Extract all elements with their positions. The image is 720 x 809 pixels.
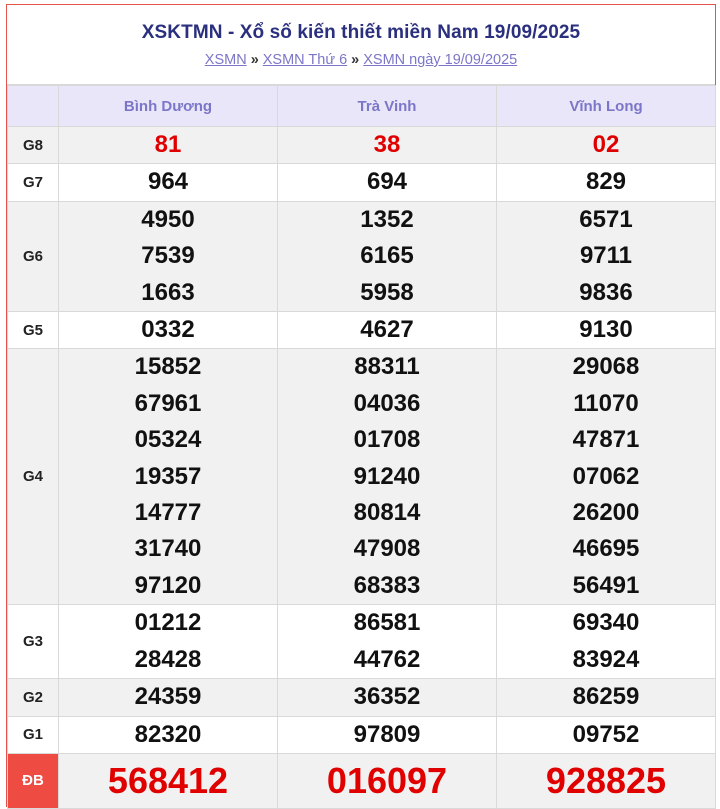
prize-number: 07062 xyxy=(572,462,640,490)
column-header-tra-vinh: Trà Vinh xyxy=(278,86,497,127)
prize-number: 83924 xyxy=(572,645,640,673)
prize-cell xyxy=(59,605,278,679)
prize-number: 91240 xyxy=(353,462,421,490)
prize-number: 01708 xyxy=(353,426,421,454)
prize-number: 02 xyxy=(592,131,620,158)
prize-number: 31740 xyxy=(134,535,202,563)
prize-number: 24359 xyxy=(134,683,202,711)
prize-number: 28428 xyxy=(134,645,202,673)
prize-cell xyxy=(59,349,278,605)
results-panel xyxy=(6,4,716,807)
prize-number: 01212 xyxy=(134,609,202,637)
results-header xyxy=(7,5,715,85)
prize-number: 05324 xyxy=(134,426,202,454)
prize-cell xyxy=(497,201,716,311)
page-title: XSKTMN - Xổ số kiến thiết miền Nam 19/09/2025 xyxy=(141,22,581,43)
prize-label: G4 xyxy=(8,349,59,605)
prize-number: 016097 xyxy=(326,759,448,801)
prize-number: 97809 xyxy=(353,720,421,748)
prize-cell xyxy=(497,349,716,605)
prize-number: 1663 xyxy=(141,278,195,306)
prize-label: G6 xyxy=(8,201,59,311)
prize-cell xyxy=(497,164,716,201)
prize-number: 928825 xyxy=(545,759,667,801)
prize-cell xyxy=(278,349,497,605)
prize-number: 9130 xyxy=(579,316,633,344)
column-header-vinh-long: Vĩnh Long xyxy=(497,86,716,127)
prize-number: 7539 xyxy=(141,242,195,270)
prize-cell xyxy=(278,201,497,311)
prize-number: 46695 xyxy=(572,535,640,563)
prize-number: 86259 xyxy=(572,683,640,711)
prize-cell xyxy=(278,127,497,164)
prize-number: 15852 xyxy=(134,353,202,381)
prize-number: 829 xyxy=(585,168,627,196)
prize-number: 0332 xyxy=(141,316,195,344)
breadcrumb-separator: » xyxy=(250,52,259,68)
prize-number: 38 xyxy=(373,131,401,158)
prize-number: 29068 xyxy=(572,353,640,381)
prize-cell xyxy=(59,716,278,753)
prize-number: 88311 xyxy=(354,353,420,381)
prize-number: 47871 xyxy=(572,426,640,454)
prize-number: 694 xyxy=(366,168,408,196)
prize-number: 81 xyxy=(154,131,182,158)
prize-number: 1352 xyxy=(360,205,414,233)
prize-number: 964 xyxy=(147,168,189,196)
table-header-row xyxy=(8,86,716,127)
prize-label: G8 xyxy=(8,127,59,164)
prize-cell xyxy=(497,679,716,716)
prize-cell xyxy=(497,716,716,753)
prize-label: ĐB xyxy=(8,753,59,808)
breadcrumb-link-xsmn-thu6[interactable]: XSMN Thứ 6 xyxy=(262,52,348,68)
prize-row-g5 xyxy=(8,312,716,349)
prize-number: 9711 xyxy=(579,242,633,270)
prize-number: 26200 xyxy=(572,499,640,527)
prize-cell xyxy=(278,716,497,753)
prize-row-g3 xyxy=(8,605,716,679)
prize-cell xyxy=(497,753,716,808)
prize-number: 568412 xyxy=(107,759,229,801)
prize-number: 6571 xyxy=(579,205,633,233)
prize-cell xyxy=(278,164,497,201)
prize-number: 36352 xyxy=(353,683,421,711)
column-header-binh-duong: Bình Dương xyxy=(59,86,278,127)
prize-number: 44762 xyxy=(353,645,421,673)
breadcrumb-link-xsmn-date[interactable]: XSMN ngày 19/09/2025 xyxy=(363,52,518,68)
results-table xyxy=(7,85,716,809)
prize-cell xyxy=(59,312,278,349)
breadcrumb-link-xsmn[interactable]: XSMN xyxy=(204,52,247,68)
prize-number: 67961 xyxy=(134,389,202,417)
prize-number: 4627 xyxy=(360,316,414,344)
prize-number: 04036 xyxy=(353,389,421,417)
prize-row-đb xyxy=(8,753,716,808)
prize-number: 82320 xyxy=(134,720,202,748)
prize-cell xyxy=(59,164,278,201)
prize-cell xyxy=(59,201,278,311)
prize-row-g1 xyxy=(8,716,716,753)
prize-cell xyxy=(59,679,278,716)
prize-row-g8 xyxy=(8,127,716,164)
prize-number: 69340 xyxy=(572,609,640,637)
prize-label: G1 xyxy=(8,716,59,753)
prize-number: 4950 xyxy=(141,205,195,233)
prize-number: 11070 xyxy=(573,389,639,417)
prize-row-g7 xyxy=(8,164,716,201)
prize-label: G2 xyxy=(8,679,59,716)
prize-number: 09752 xyxy=(572,720,640,748)
prize-number: 14777 xyxy=(134,499,202,527)
prize-row-g2 xyxy=(8,679,716,716)
prize-label: G3 xyxy=(8,605,59,679)
prize-cell xyxy=(59,127,278,164)
header-corner-cell xyxy=(8,86,59,127)
prize-cell xyxy=(497,312,716,349)
prize-number: 56491 xyxy=(572,571,640,599)
prize-number: 86581 xyxy=(353,609,421,637)
prize-number: 5958 xyxy=(360,278,414,306)
prize-cell xyxy=(59,753,278,808)
prize-number: 19357 xyxy=(134,462,202,490)
prize-number: 80814 xyxy=(353,499,421,527)
breadcrumb xyxy=(7,52,715,68)
prize-cell xyxy=(278,753,497,808)
prize-number: 6165 xyxy=(360,242,414,270)
prize-cell xyxy=(278,605,497,679)
prize-label: G5 xyxy=(8,312,59,349)
prize-row-g6 xyxy=(8,201,716,311)
prize-row-g4 xyxy=(8,349,716,605)
breadcrumb-separator: » xyxy=(351,52,360,68)
prize-number: 9836 xyxy=(579,278,633,306)
prize-number: 97120 xyxy=(134,571,202,599)
prize-cell xyxy=(497,605,716,679)
prize-number: 68383 xyxy=(353,571,421,599)
prize-label: G7 xyxy=(8,164,59,201)
prize-cell xyxy=(278,312,497,349)
prize-cell xyxy=(497,127,716,164)
prize-cell xyxy=(278,679,497,716)
prize-number: 47908 xyxy=(353,535,421,563)
